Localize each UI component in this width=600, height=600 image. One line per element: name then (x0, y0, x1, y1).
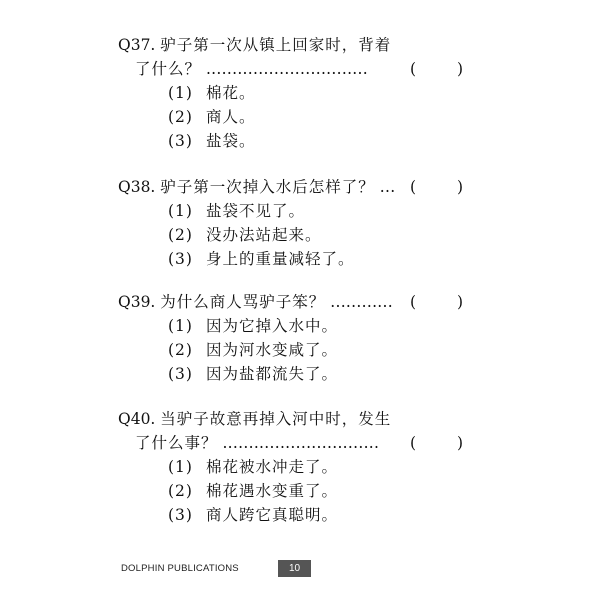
option-number: (2) (168, 482, 193, 500)
question-text: 为什么商人骂驴子笨？ (160, 293, 326, 311)
option-text: 因为它掉入水中。 (206, 317, 339, 335)
option-text: 棉花。 (206, 84, 256, 102)
page-number-badge: 10 (278, 560, 311, 577)
answer-leader-dots: ............ (330, 293, 393, 311)
option-text: 盐袋。 (206, 132, 256, 150)
question-q37 (118, 33, 478, 153)
option-number: (1) (168, 458, 193, 476)
answer-blank-close[interactable]: ) (457, 178, 464, 196)
answer-blank-open[interactable]: ( (410, 178, 417, 196)
option-number: (3) (168, 250, 193, 268)
option-text: 盐袋不见了。 (206, 202, 306, 220)
option-number: (1) (168, 202, 193, 220)
question-text: 当驴子故意再掉入河中时，发生 (160, 410, 392, 428)
question-number: Q38. (118, 178, 156, 196)
answer-blank-open[interactable]: ( (410, 60, 417, 78)
question-text-continued: 了什么事？ (135, 434, 218, 452)
option-item (118, 81, 478, 105)
question-text-continued: 了什么？ (135, 60, 202, 78)
question-line (118, 431, 478, 455)
answer-leader-dots: .............................. (222, 434, 380, 452)
answer-blank-open[interactable]: ( (410, 293, 417, 311)
option-item (118, 455, 478, 479)
option-text: 因为河水变咸了。 (206, 341, 339, 359)
option-number: (1) (168, 84, 193, 102)
option-item (118, 314, 478, 338)
answer-blank-open[interactable]: ( (410, 434, 417, 452)
question-line (118, 175, 478, 199)
option-number: (3) (168, 365, 193, 383)
option-number: (2) (168, 226, 193, 244)
question-line (118, 57, 478, 81)
option-text: 棉花遇水变重了。 (206, 482, 339, 500)
answer-leader-dots: ............................... (205, 60, 368, 78)
option-text: 没办法站起来。 (206, 226, 322, 244)
answer-leader-dots: ... (379, 178, 396, 196)
option-number: (2) (168, 341, 193, 359)
question-line (118, 33, 478, 57)
option-item (118, 479, 478, 503)
answer-blank-close[interactable]: ) (457, 293, 464, 311)
question-number: Q37. (118, 36, 156, 54)
answer-blank-close[interactable]: ) (457, 60, 464, 78)
option-number: (2) (168, 108, 193, 126)
question-text: 驴子第一次掉入水后怎样了？ (160, 178, 375, 196)
publisher-name: DOLPHIN PUBLICATIONS (121, 563, 239, 574)
option-text: 商人跨它真聪明。 (206, 506, 339, 524)
option-number: (1) (168, 317, 193, 335)
question-q38 (118, 175, 478, 271)
option-text: 身上的重量减轻了。 (206, 250, 355, 268)
option-text: 因为盐都流失了。 (206, 365, 339, 383)
option-item (118, 199, 478, 223)
option-item (118, 338, 478, 362)
question-number: Q40. (118, 410, 156, 428)
question-q39 (118, 290, 478, 386)
option-item (118, 503, 478, 527)
page-footer (115, 560, 485, 578)
question-line (118, 407, 478, 431)
option-item (118, 247, 478, 271)
question-q40 (118, 407, 478, 527)
option-text: 商人。 (206, 108, 256, 126)
option-item (118, 105, 478, 129)
option-item (118, 129, 478, 153)
option-number: (3) (168, 132, 193, 150)
option-item (118, 362, 478, 386)
question-text: 驴子第一次从镇上回家时，背着 (160, 36, 392, 54)
option-item (118, 223, 478, 247)
answer-blank-close[interactable]: ) (457, 434, 464, 452)
question-number: Q39. (118, 293, 156, 311)
option-text: 棉花被水冲走了。 (206, 458, 339, 476)
option-number: (3) (168, 506, 193, 524)
question-line (118, 290, 478, 314)
